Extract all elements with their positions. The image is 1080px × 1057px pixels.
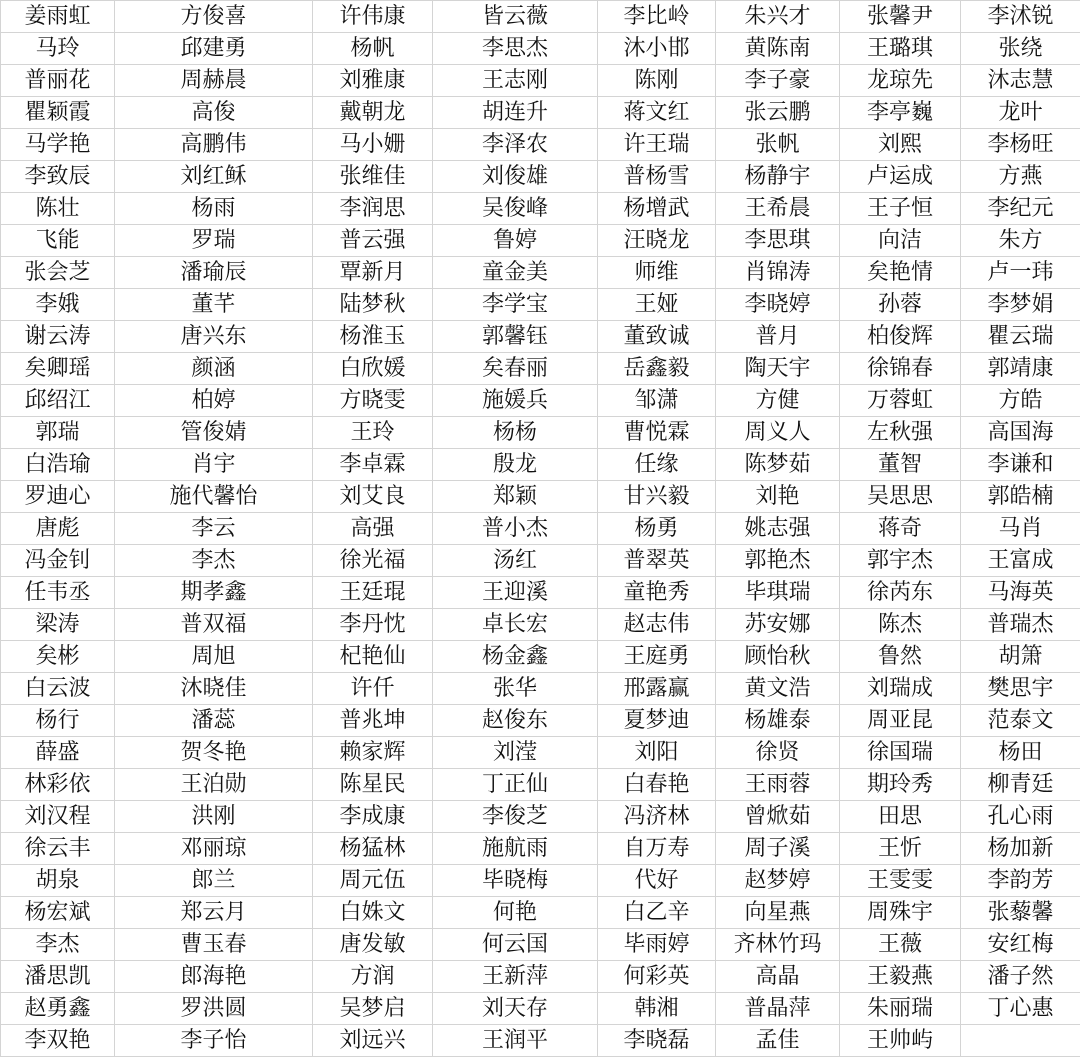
name-cell: 张维佳 (313, 161, 433, 193)
name-cell: 龙琼先 (840, 65, 961, 97)
name-cell: 王希晨 (716, 193, 840, 225)
name-cell: 董智 (840, 449, 961, 481)
name-cell: 白云波 (1, 673, 115, 705)
name-cell: 孟佳 (716, 1025, 840, 1057)
name-cell: 柏俊辉 (840, 321, 961, 353)
name-cell: 朱方 (961, 225, 1080, 257)
table-row (1, 449, 1080, 481)
table-row (1, 321, 1080, 353)
name-cell: 高晶 (716, 961, 840, 993)
name-cell: 普丽花 (1, 65, 115, 97)
name-cell: 矣春丽 (433, 353, 598, 385)
name-cell: 杨勇 (598, 513, 716, 545)
name-cell: 唐兴东 (115, 321, 313, 353)
name-cell: 王璐琪 (840, 33, 961, 65)
table-row (1, 705, 1080, 737)
name-cell: 郎兰 (115, 865, 313, 897)
name-cell: 曹玉春 (115, 929, 313, 961)
name-cell: 李杰 (115, 545, 313, 577)
table-row (1, 577, 1080, 609)
name-cell: 李杰 (1, 929, 115, 961)
name-cell: 齐林竹玛 (716, 929, 840, 961)
name-cell: 高俊 (115, 97, 313, 129)
name-cell: 戴朝龙 (313, 97, 433, 129)
name-cell: 普杨雪 (598, 161, 716, 193)
name-cell: 陈梦茹 (716, 449, 840, 481)
name-cell: 邱建勇 (115, 33, 313, 65)
name-cell: 洪刚 (115, 801, 313, 833)
name-cell: 徐锦春 (840, 353, 961, 385)
name-cell: 毕晓梅 (433, 865, 598, 897)
name-cell: 郎海艳 (115, 961, 313, 993)
name-cell: 殷龙 (433, 449, 598, 481)
table-row (1, 289, 1080, 321)
name-cell: 童金美 (433, 257, 598, 289)
name-cell: 薛盛 (1, 737, 115, 769)
table-row (1, 161, 1080, 193)
name-cell: 周义人 (716, 417, 840, 449)
name-cell: 王润平 (433, 1025, 598, 1057)
name-cell: 苏安娜 (716, 609, 840, 641)
name-cell: 刘俊雄 (433, 161, 598, 193)
name-cell: 邢露赢 (598, 673, 716, 705)
name-cell: 周旭 (115, 641, 313, 673)
name-cell: 李泽农 (433, 129, 598, 161)
name-cell: 王廷琨 (313, 577, 433, 609)
table-row (1, 33, 1080, 65)
name-cell: 李学宝 (433, 289, 598, 321)
name-cell: 陈星民 (313, 769, 433, 801)
name-cell: 师维 (598, 257, 716, 289)
name-cell: 白乙辛 (598, 897, 716, 929)
name-cell: 自万寿 (598, 833, 716, 865)
name-cell: 杨杨 (433, 417, 598, 449)
name-cell: 胡连升 (433, 97, 598, 129)
name-cell: 张馨尹 (840, 1, 961, 33)
name-cell: 胡箫 (961, 641, 1080, 673)
name-cell: 邱绍江 (1, 385, 115, 417)
name-cell: 白姝文 (313, 897, 433, 929)
name-cell: 刘红稣 (115, 161, 313, 193)
name-cell: 方俊喜 (115, 1, 313, 33)
name-cell: 唐发敏 (313, 929, 433, 961)
name-cell: 李思杰 (433, 33, 598, 65)
name-cell: 刘艳 (716, 481, 840, 513)
name-cell: 鲁然 (840, 641, 961, 673)
name-cell: 周殊宇 (840, 897, 961, 929)
name-cell: 杨金鑫 (433, 641, 598, 673)
name-list-body (1, 1, 1080, 1057)
name-cell: 赖家辉 (313, 737, 433, 769)
name-cell: 许王瑞 (598, 129, 716, 161)
name-cell: 李亭巍 (840, 97, 961, 129)
name-cell: 李谦和 (961, 449, 1080, 481)
name-cell: 丁心惠 (961, 993, 1080, 1025)
table-row (1, 545, 1080, 577)
name-cell: 普翠英 (598, 545, 716, 577)
name-cell: 代好 (598, 865, 716, 897)
name-cell: 王毅燕 (840, 961, 961, 993)
name-cell: 方健 (716, 385, 840, 417)
name-cell: 李思琪 (716, 225, 840, 257)
name-cell: 杨猛林 (313, 833, 433, 865)
name-cell: 陈杰 (840, 609, 961, 641)
name-cell: 何艳 (433, 897, 598, 929)
name-cell: 郭宇杰 (840, 545, 961, 577)
name-cell: 陈壮 (1, 193, 115, 225)
name-cell: 左秋强 (840, 417, 961, 449)
table-row (1, 737, 1080, 769)
name-cell: 李子豪 (716, 65, 840, 97)
name-cell: 普晶萍 (716, 993, 840, 1025)
name-cell: 李娥 (1, 289, 115, 321)
name-cell: 徐光福 (313, 545, 433, 577)
name-cell: 龙叶 (961, 97, 1080, 129)
name-cell: 李比岭 (598, 1, 716, 33)
name-cell: 杨雨 (115, 193, 313, 225)
name-cell: 何彩英 (598, 961, 716, 993)
name-cell: 刘雅康 (313, 65, 433, 97)
name-cell: 吴俊峰 (433, 193, 598, 225)
name-cell: 李致辰 (1, 161, 115, 193)
name-cell: 卢运成 (840, 161, 961, 193)
name-cell: 田思 (840, 801, 961, 833)
name-cell: 蒋奇 (840, 513, 961, 545)
name-cell: 唐彪 (1, 513, 115, 545)
name-cell: 周子溪 (716, 833, 840, 865)
name-cell: 夏梦迪 (598, 705, 716, 737)
table-row (1, 929, 1080, 961)
table-row (1, 833, 1080, 865)
name-cell: 李晓磊 (598, 1025, 716, 1057)
name-cell: 董芊 (115, 289, 313, 321)
name-cell: 徐国瑞 (840, 737, 961, 769)
name-cell: 韩湘 (598, 993, 716, 1025)
name-cell: 徐芮东 (840, 577, 961, 609)
table-row (1, 641, 1080, 673)
name-cell: 王忻 (840, 833, 961, 865)
name-cell: 王新萍 (433, 961, 598, 993)
name-cell: 万蓉虹 (840, 385, 961, 417)
name-cell: 李云 (115, 513, 313, 545)
name-cell: 邹潇 (598, 385, 716, 417)
name-cell: 童艳秀 (598, 577, 716, 609)
name-cell: 王子恒 (840, 193, 961, 225)
name-cell: 刘阳 (598, 737, 716, 769)
name-cell: 周亚昆 (840, 705, 961, 737)
name-cell: 方皓 (961, 385, 1080, 417)
name-cell: 郭艳杰 (716, 545, 840, 577)
name-cell: 张华 (433, 673, 598, 705)
name-cell: 朱兴才 (716, 1, 840, 33)
name-cell: 向星燕 (716, 897, 840, 929)
table-row (1, 417, 1080, 449)
name-cell: 刘远兴 (313, 1025, 433, 1057)
name-cell: 徐贤 (716, 737, 840, 769)
table-row (1, 993, 1080, 1025)
name-cell: 孙蓉 (840, 289, 961, 321)
name-cell: 普双福 (115, 609, 313, 641)
name-cell: 李卓霖 (313, 449, 433, 481)
table-row (1, 65, 1080, 97)
name-cell: 刘滢 (433, 737, 598, 769)
name-cell: 柳青廷 (961, 769, 1080, 801)
name-cell: 丁正仙 (433, 769, 598, 801)
name-cell: 岳鑫毅 (598, 353, 716, 385)
name-cell: 赵志伟 (598, 609, 716, 641)
name-cell: 刘汉程 (1, 801, 115, 833)
name-cell: 方晓雯 (313, 385, 433, 417)
name-cell: 冯济林 (598, 801, 716, 833)
name-cell: 杨增武 (598, 193, 716, 225)
table-row (1, 225, 1080, 257)
name-cell: 普瑞杰 (961, 609, 1080, 641)
name-cell: 普云强 (313, 225, 433, 257)
name-cell: 潘思凯 (1, 961, 115, 993)
name-cell: 方润 (313, 961, 433, 993)
name-cell: 李梦娟 (961, 289, 1080, 321)
name-cell: 郭靖康 (961, 353, 1080, 385)
name-cell: 向洁 (840, 225, 961, 257)
name-cell: 郭皓楠 (961, 481, 1080, 513)
name-cell: 李丹忱 (313, 609, 433, 641)
name-cell: 贺冬艳 (115, 737, 313, 769)
name-cell: 李晓婷 (716, 289, 840, 321)
name-cell: 王泊勋 (115, 769, 313, 801)
name-cell: 杞艳仙 (313, 641, 433, 673)
name-cell: 王帅屿 (840, 1025, 961, 1057)
name-cell: 沐小邯 (598, 33, 716, 65)
name-cell: 谢云涛 (1, 321, 115, 353)
name-cell: 周赫晨 (115, 65, 313, 97)
name-cell: 罗洪圆 (115, 993, 313, 1025)
name-cell: 郑云月 (115, 897, 313, 929)
name-cell: 飞能 (1, 225, 115, 257)
name-cell: 白欣媛 (313, 353, 433, 385)
name-cell: 毕雨婷 (598, 929, 716, 961)
table-row (1, 513, 1080, 545)
name-cell: 施航雨 (433, 833, 598, 865)
name-cell: 毕琪瑞 (716, 577, 840, 609)
name-cell: 黄陈南 (716, 33, 840, 65)
name-cell: 孔心雨 (961, 801, 1080, 833)
name-cell: 高鹏伟 (115, 129, 313, 161)
name-cell: 罗瑞 (115, 225, 313, 257)
name-cell: 马肖 (961, 513, 1080, 545)
name-cell: 王志刚 (433, 65, 598, 97)
name-cell: 张云鹏 (716, 97, 840, 129)
name-cell: 张会芝 (1, 257, 115, 289)
name-cell: 白春艳 (598, 769, 716, 801)
name-cell: 杨帆 (313, 33, 433, 65)
name-cell: 朱丽瑞 (840, 993, 961, 1025)
name-cell: 肖宇 (115, 449, 313, 481)
name-cell: 施媛兵 (433, 385, 598, 417)
name-cell: 王雯雯 (840, 865, 961, 897)
name-cell: 邓丽琼 (115, 833, 313, 865)
table-row (1, 257, 1080, 289)
name-cell: 赵俊东 (433, 705, 598, 737)
name-cell: 张帆 (716, 129, 840, 161)
name-cell: 杨宏斌 (1, 897, 115, 929)
name-cell: 管俊婧 (115, 417, 313, 449)
name-cell: 马学艳 (1, 129, 115, 161)
table-row (1, 609, 1080, 641)
name-cell: 期孝鑫 (115, 577, 313, 609)
name-cell: 李纪元 (961, 193, 1080, 225)
name-cell: 赵梦婷 (716, 865, 840, 897)
table-row (1, 801, 1080, 833)
name-cell: 王玲 (313, 417, 433, 449)
name-cell: 鲁婷 (433, 225, 598, 257)
name-cell: 王薇 (840, 929, 961, 961)
name-cell: 期玲秀 (840, 769, 961, 801)
name-cell: 矣艳情 (840, 257, 961, 289)
name-cell: 林彩依 (1, 769, 115, 801)
name-cell: 王庭勇 (598, 641, 716, 673)
name-cell: 刘艾良 (313, 481, 433, 513)
name-cell: 吴梦启 (313, 993, 433, 1025)
name-cell: 陈刚 (598, 65, 716, 97)
name-cell: 许伟康 (313, 1, 433, 33)
table-row (1, 769, 1080, 801)
name-cell: 潘子然 (961, 961, 1080, 993)
table-row (1, 673, 1080, 705)
name-cell: 汪晓龙 (598, 225, 716, 257)
name-cell: 任缘 (598, 449, 716, 481)
name-cell: 高强 (313, 513, 433, 545)
name-cell: 潘蕊 (115, 705, 313, 737)
name-cell: 普小杰 (433, 513, 598, 545)
name-cell: 肖锦涛 (716, 257, 840, 289)
name-cell: 施代馨怡 (115, 481, 313, 513)
name-cell: 徐云丰 (1, 833, 115, 865)
name-cell: 杨加新 (961, 833, 1080, 865)
name-cell: 陆梦秋 (313, 289, 433, 321)
name-cell: 黄文浩 (716, 673, 840, 705)
name-cell (961, 1025, 1080, 1057)
name-cell: 瞿颖霞 (1, 97, 115, 129)
name-cell: 杨静宇 (716, 161, 840, 193)
name-cell: 覃新月 (313, 257, 433, 289)
name-cell: 吴思思 (840, 481, 961, 513)
name-cell: 杨田 (961, 737, 1080, 769)
name-cell: 卢一玮 (961, 257, 1080, 289)
name-cell: 刘瑞成 (840, 673, 961, 705)
name-cell: 赵勇鑫 (1, 993, 115, 1025)
name-cell: 曹悦霖 (598, 417, 716, 449)
name-cell: 白浩瑜 (1, 449, 115, 481)
name-cell: 王雨蓉 (716, 769, 840, 801)
name-cell: 方燕 (961, 161, 1080, 193)
name-cell: 郑颖 (433, 481, 598, 513)
name-cell: 郭瑞 (1, 417, 115, 449)
name-cell: 杨雄泰 (716, 705, 840, 737)
table-row (1, 385, 1080, 417)
name-cell: 潘瑜辰 (115, 257, 313, 289)
table-row (1, 129, 1080, 161)
name-cell: 蒋文红 (598, 97, 716, 129)
name-cell: 李子怡 (115, 1025, 313, 1057)
name-cell: 柏婷 (115, 385, 313, 417)
name-cell: 顾怡秋 (716, 641, 840, 673)
name-cell: 曾焮茹 (716, 801, 840, 833)
name-cell: 梁涛 (1, 609, 115, 641)
name-cell: 许仟 (313, 673, 433, 705)
name-cell: 普兆坤 (313, 705, 433, 737)
name-cell: 高国海 (961, 417, 1080, 449)
table-row (1, 865, 1080, 897)
name-cell: 矣彬 (1, 641, 115, 673)
name-cell: 罗迪心 (1, 481, 115, 513)
name-cell: 冯金钊 (1, 545, 115, 577)
name-cell: 胡泉 (1, 865, 115, 897)
table-row (1, 97, 1080, 129)
name-cell: 李双艳 (1, 1025, 115, 1057)
name-cell: 沐晓佳 (115, 673, 313, 705)
name-cell: 刘熙 (840, 129, 961, 161)
name-cell: 杨淮玉 (313, 321, 433, 353)
name-cell: 汤红 (433, 545, 598, 577)
name-cell: 王迎溪 (433, 577, 598, 609)
name-cell: 樊思宇 (961, 673, 1080, 705)
name-cell: 郭馨钰 (433, 321, 598, 353)
name-cell: 李成康 (313, 801, 433, 833)
name-cell: 杨行 (1, 705, 115, 737)
name-cell: 皆云薇 (433, 1, 598, 33)
name-cell: 普月 (716, 321, 840, 353)
name-cell: 任韦丞 (1, 577, 115, 609)
name-cell: 何云国 (433, 929, 598, 961)
name-cell: 卓长宏 (433, 609, 598, 641)
table-row (1, 961, 1080, 993)
table-row (1, 1025, 1080, 1057)
name-cell: 刘天存 (433, 993, 598, 1025)
name-cell: 沐志慧 (961, 65, 1080, 97)
name-cell: 瞿云瑞 (961, 321, 1080, 353)
name-cell: 李润思 (313, 193, 433, 225)
name-cell: 李韵芳 (961, 865, 1080, 897)
name-cell: 周元伍 (313, 865, 433, 897)
table-row (1, 897, 1080, 929)
name-cell: 姚志强 (716, 513, 840, 545)
name-cell: 李沭锐 (961, 1, 1080, 33)
table-row (1, 353, 1080, 385)
name-cell: 马小姗 (313, 129, 433, 161)
name-cell: 甘兴毅 (598, 481, 716, 513)
name-cell: 李杨旺 (961, 129, 1080, 161)
name-cell: 陶天宇 (716, 353, 840, 385)
name-cell: 安红梅 (961, 929, 1080, 961)
table-row (1, 193, 1080, 225)
name-cell: 矣卿瑶 (1, 353, 115, 385)
table-row (1, 1, 1080, 33)
table-row (1, 481, 1080, 513)
name-cell: 董致诚 (598, 321, 716, 353)
name-cell: 张绕 (961, 33, 1080, 65)
name-cell: 颜涵 (115, 353, 313, 385)
name-cell: 李俊芝 (433, 801, 598, 833)
name-cell: 范泰文 (961, 705, 1080, 737)
name-cell: 王娅 (598, 289, 716, 321)
name-cell: 马海英 (961, 577, 1080, 609)
name-cell: 姜雨虹 (1, 1, 115, 33)
name-cell: 王富成 (961, 545, 1080, 577)
name-cell: 马玲 (1, 33, 115, 65)
name-cell: 张藜馨 (961, 897, 1080, 929)
